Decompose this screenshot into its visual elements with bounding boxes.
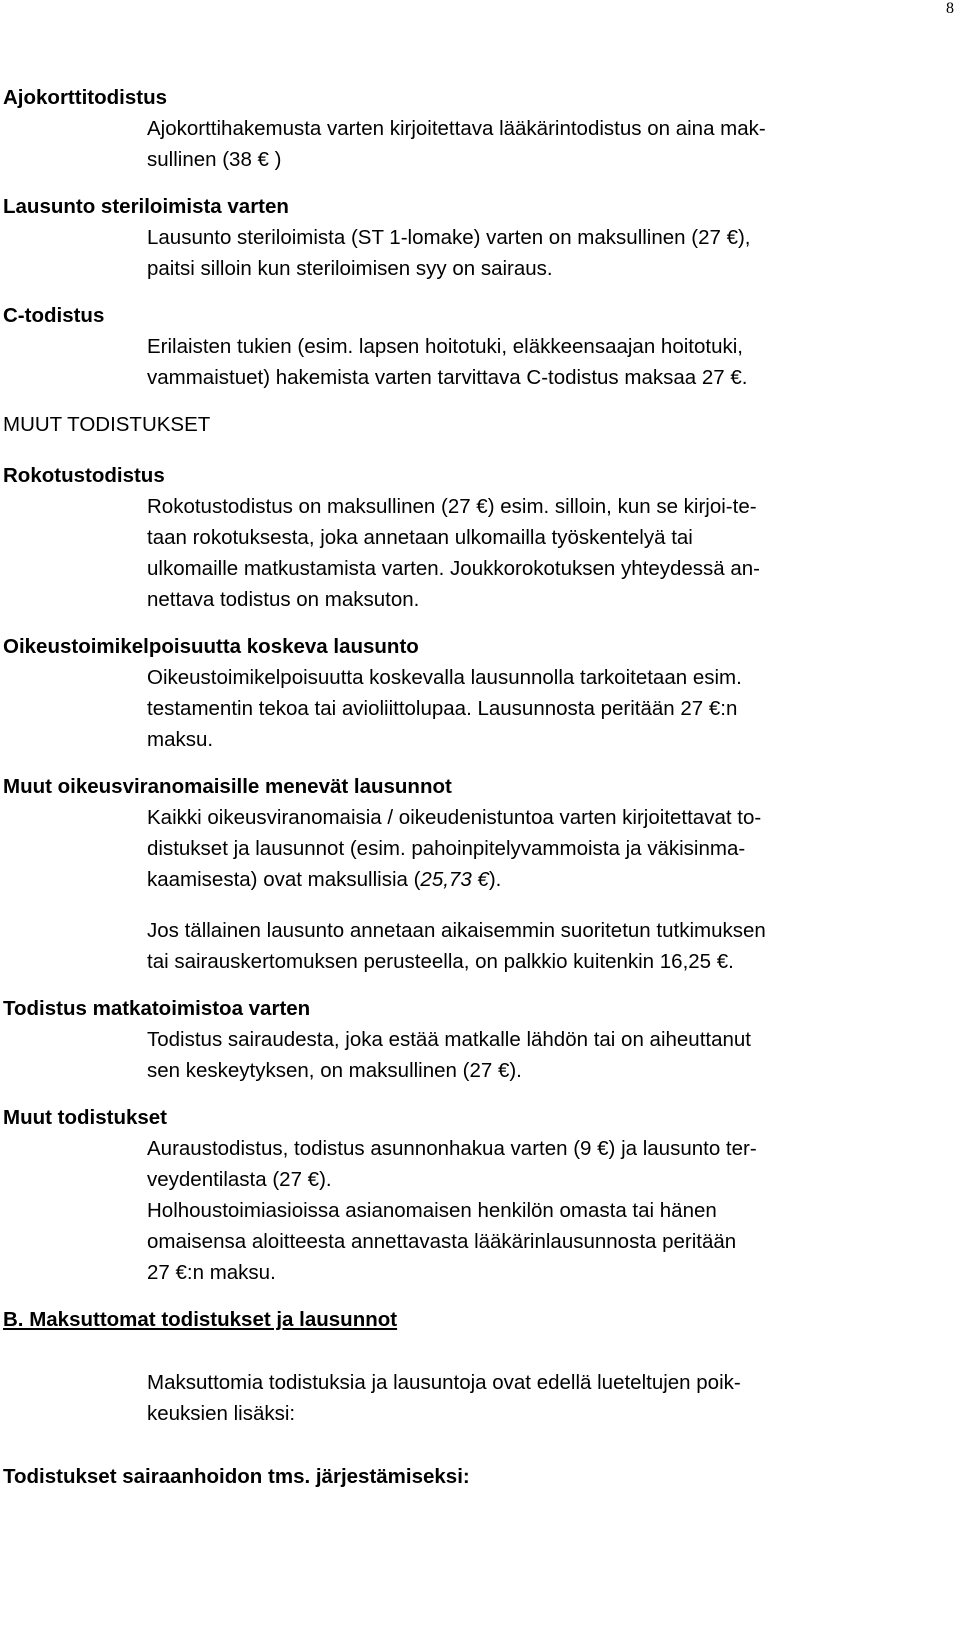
paragraph-line: veydentilasta (27 €). [147, 1168, 332, 1191]
paragraph-line: sullinen (38 € ) [147, 148, 282, 171]
paragraph-line: 27 €:n maksu. [147, 1261, 276, 1284]
paragraph-line: Lausunto steriloimista (ST 1-lomake) varten on maksullinen (27 €), [147, 226, 751, 249]
paragraph-line: Erilaisten tukien (esim. lapsen hoitotuki, eläkkeensaajan hoitotuki, [147, 335, 743, 358]
paragraph-line: Jos tällainen lausunto annetaan aikaisemmin suoritetun tutkimuksen [147, 919, 766, 942]
text-run: kaamisesta) ovat maksullisia ( [147, 868, 421, 891]
paragraph-line: testamentin tekoa tai avioliittolupaa. Lausunnosta peritään 27 €:n [147, 697, 738, 720]
paragraph-line: Auraustodistus, todistus asunnonhakua varten (9 €) ja lausunto ter- [147, 1137, 757, 1160]
paragraph-line: Ajokorttihakemusta varten kirjoitettava lääkärintodistus on aina mak- [147, 117, 766, 140]
paragraph-line: sen keskeytyksen, on maksullinen (27 €). [147, 1059, 522, 1082]
paragraph-line: Maksuttomia todistuksia ja lausuntoja ovat edellä lueteltujen poik- [147, 1371, 741, 1394]
heading-rokotustodistus: Rokotustodistus [3, 464, 165, 487]
heading-muut-todistukset: Muut todistukset [3, 1106, 167, 1129]
paragraph-line: Todistus sairaudesta, joka estää matkalle lähdön tai on aiheuttanut [147, 1028, 751, 1051]
paragraph-line: Rokotustodistus on maksullinen (27 €) esim. silloin, kun se kirjoi-te- [147, 495, 757, 518]
heading-ajokorttitodistus: Ajokorttitodistus [3, 86, 167, 109]
heading-matkatoimisto: Todistus matkatoimistoa varten [3, 997, 311, 1020]
heading-maksuttomat: B. Maksuttomat todistukset ja lausunnot [3, 1308, 398, 1331]
paragraph-line: keuksien lisäksi: [147, 1402, 296, 1425]
paragraph-line: distukset ja lausunnot (esim. pahoinpitelyvammoista ja väkisinma- [147, 837, 746, 860]
page-number: 8 [946, 0, 954, 17]
paragraph-line: tai sairauskertomuksen perusteella, on palkkio kuitenkin 16,25 €. [147, 950, 734, 973]
document-body [3, 82, 933, 1492]
paragraph-line: nettava todistus on maksuton. [147, 588, 420, 611]
paragraph-line: ulkomaille matkustamista varten. Joukkorokotuksen yhteydessä an- [147, 557, 761, 580]
heading-oikeustoimikelpoisuus: Oikeustoimikelpoisuutta koskeva lausunto [3, 635, 419, 658]
text-run: ). [488, 868, 502, 891]
paragraph-line: Holhoustoimiasioissa asianomaisen henkilön omasta tai hänen [147, 1199, 717, 1222]
paragraph-line: maksu. [147, 728, 214, 751]
paragraph-line: paitsi silloin kun steriloimisen syy on sairaus. [147, 257, 553, 280]
heading-oikeusviranomaiset: Muut oikeusviranomaisille menevät lausunnot [3, 775, 452, 798]
paragraph-line: Oikeustoimikelpoisuutta koskevalla lausunnolla tarkoitetaan esim. [147, 666, 742, 689]
heading-sterilointi: Lausunto steriloimista varten [3, 195, 289, 218]
paragraph-line: Kaikki oikeusviranomaisia / oikeudenistuntoa varten kirjoitettavat to- [147, 806, 762, 829]
fee-amount: 25,73 € [420, 868, 489, 891]
paragraph-line [147, 864, 933, 895]
heading-c-todistus: C-todistus [3, 304, 105, 327]
paragraph-line: taan rokotuksesta, joka annetaan ulkomailla työskentelyä tai [147, 526, 693, 549]
heading-muut-todistukset-caps: MUUT TODISTUKSET [3, 413, 211, 436]
paragraph-line: vammaistuet) hakemista varten tarvittava C-todistus maksaa 27 €. [147, 366, 748, 389]
paragraph-line: omaisensa aloitteesta annettavasta lääkärinlausunnosta peritään [147, 1230, 737, 1253]
heading-sairaanhoito: Todistukset sairaanhoidon tms. järjestämiseksi: [3, 1465, 470, 1488]
